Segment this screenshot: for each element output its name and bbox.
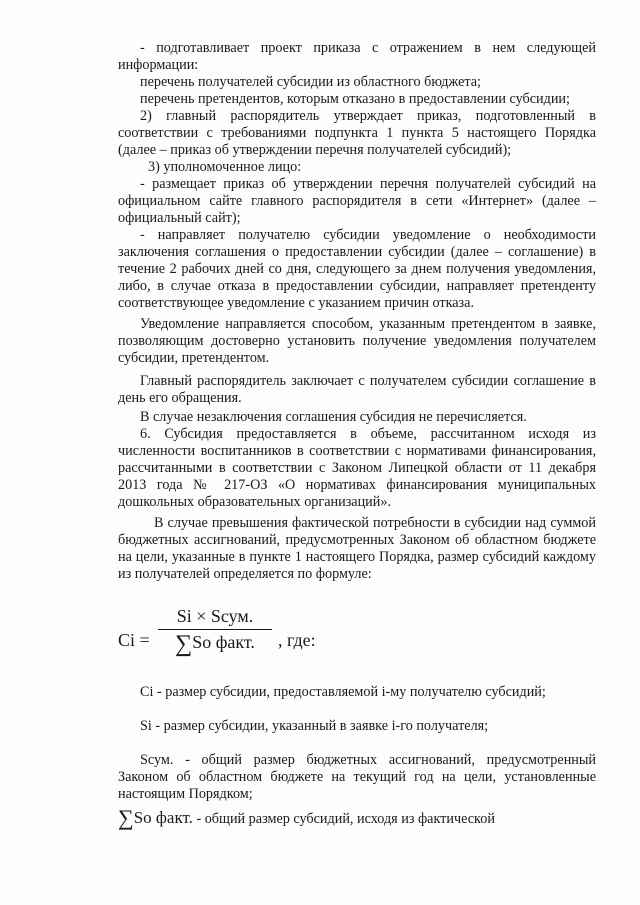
paragraph: - подготавливает проект приказа с отражением в нем следующей информации: [118, 40, 596, 73]
subsidy-formula [118, 606, 418, 666]
definition-text: Ci - размер субсидии, предоставляемой i-му получателю субсидий; [140, 684, 546, 700]
definition-ci [118, 684, 596, 701]
formula-numerator: Si × Sсум. [176, 606, 254, 626]
formula-tail: , где: [278, 630, 316, 650]
paragraph: перечень получателей субсидии из областного бюджета; [140, 74, 482, 90]
document-body [118, 40, 596, 583]
paragraph: 6. Субсидия предоставляется в объеме, рассчитанном исходя из численности воспитанников в соответствии с нормативами финансирования, рассчитанными в соответствии с Законом Липецкой области от 11 декабря 2013 года № 217-ОЗ «О нормативах финансирования муниципальных дошкольных образовательных организаций». [118, 426, 596, 510]
sigma-symbol: ∑ [175, 631, 193, 657]
paragraph: 3) уполномоченное лицо: [148, 159, 302, 175]
paragraph: В случае превышения фактической потребности в субсидии над суммой бюджетных ассигнований, предусмотренных Законом об областном бюджете на цели, указанные в пункте 1 настоящего Порядка, размер субсидий каждому из получателей определяется по формуле: [118, 515, 596, 582]
formula-denominator-wrap [156, 630, 274, 657]
definition-text: - общий размер субсидий, исходя из фактической [192, 811, 495, 827]
definition-scum [118, 752, 596, 803]
definition-so-fact [118, 805, 596, 830]
paragraph: 2) главный распорядитель утверждает приказ, подготовленный в соответствии с требованиями подпункта 1 пункта 5 настоящего Порядка (далее – приказ об утверждении перечня получателей субсидий); [118, 108, 596, 158]
formula-denominator: So факт. [192, 632, 255, 652]
paragraph: перечень претендентов, которым отказано в предоставлении субсидии; [140, 91, 570, 107]
definition-text: Sсум. - общий размер бюджетных ассигнований, предусмотренный Законом об областном бюджете на текущий год на цели, установленные настоящим Порядком; [118, 752, 596, 802]
paragraph: Уведомление направляется способом, указанным претендентом в заявке, позволяющим достоверно установить получение уведомления получателем субсидии, претендентом. [118, 316, 596, 366]
definition-si [118, 718, 596, 735]
paragraph: - размещает приказ об утверждении перечня получателей субсидий на официальном сайте главного распорядителя в сети «Интернет» (далее – официальный сайт); [118, 176, 596, 226]
formula-fraction [156, 606, 274, 657]
paragraph: - направляет получателю субсидии уведомление о необходимости заключения соглашения о предоставлении субсидии (далее – соглашение) в течение 2 рабочих дней со дня, следующего за днем получения уведомления, либо, в случае отказа в предоставлении субсидии, направляет претенденту соответствующее уведомление с указанием причин отказа. [118, 227, 596, 311]
paragraph: Главный распорядитель заключает с получателем субсидии соглашение в день его обращения. [118, 373, 596, 406]
formula-lhs: Ci = [118, 630, 150, 650]
definition-text: Si - размер субсидии, указанный в заявке i-го получателя; [140, 718, 489, 734]
sigma-symbol: ∑ [118, 805, 134, 830]
paragraph: В случае незаключения соглашения субсидия не перечисляется. [140, 409, 527, 425]
so-fact-term: So факт. [133, 808, 193, 827]
